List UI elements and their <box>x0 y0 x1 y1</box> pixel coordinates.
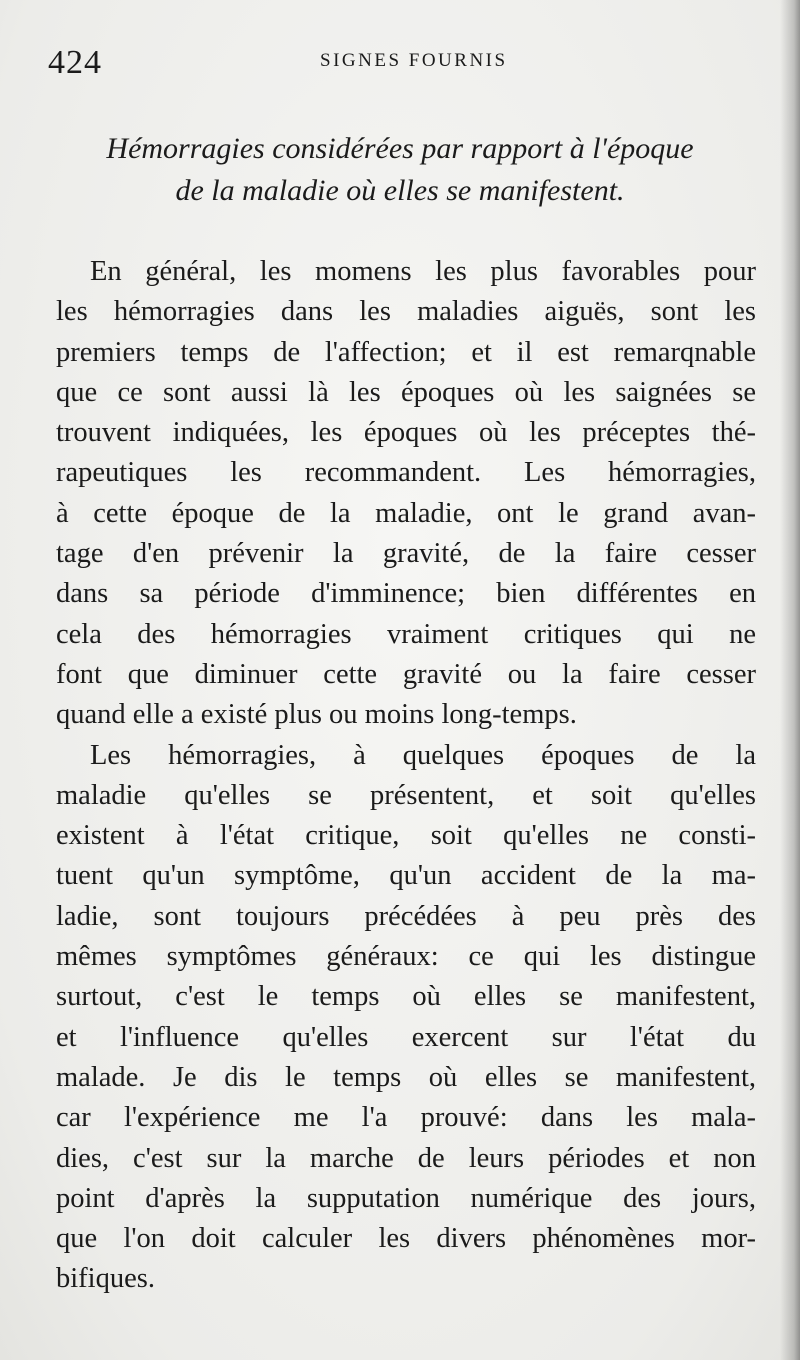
text-line: quand elle a existé plus ou moins long-temps. <box>56 699 577 731</box>
text-line: mêmes symptômes généraux: ce qui les distingue <box>56 941 756 973</box>
text-line: ladie, sont toujours précédées à peu près des <box>56 900 756 932</box>
text-line: que ce sont aussi là les époques où les saignées se <box>56 376 756 408</box>
text-line: font que diminuer cette gravité ou la faire cesser <box>56 658 756 690</box>
text-line: malade. Je dis le temps où elles se manifestent, <box>56 1061 756 1093</box>
text-line: surtout, c'est le temps où elles se manifestent, <box>56 981 756 1013</box>
page-number: 424 <box>48 44 102 81</box>
page-gutter-shadow <box>780 0 800 1360</box>
text-line: tuent qu'un symptôme, qu'un accident de la ma- <box>56 860 756 892</box>
page-header <box>40 42 760 86</box>
text-line: maladie qu'elles se présentent, et soit qu'elles <box>56 779 756 811</box>
text-line: existent à l'état critique, soit qu'elles ne consti- <box>56 820 756 852</box>
text-line: point d'après la supputation numérique des jours, <box>56 1182 756 1214</box>
running-head: SIGNES FOURNIS <box>320 50 508 71</box>
text-line: cela des hémorragies vraiment critiques qui ne <box>56 618 756 650</box>
text-line: bifiques. <box>56 1263 155 1295</box>
text-line: les hémorragies dans les maladies aiguës, sont les <box>56 296 756 328</box>
section-title-line: Hémorragies considérées par rapport à l'époque <box>106 132 694 165</box>
section-title-line: de la maladie où elles se manifestent. <box>175 174 625 207</box>
text-line: et l'influence qu'elles exercent sur l'état du <box>56 1021 756 1053</box>
body-text <box>56 252 756 1300</box>
text-line: dies, c'est sur la marche de leurs périodes et non <box>56 1142 756 1174</box>
text-line: que l'on doit calculer les divers phénomènes mor- <box>56 1223 756 1255</box>
section-title <box>40 128 760 212</box>
text-line: tage d'en prévenir la gravité, de la faire cesser <box>56 538 756 570</box>
text-line: Les hémorragies, à quelques époques de la <box>90 739 756 771</box>
text-line: car l'expérience me l'a prouvé: dans les mala- <box>56 1102 756 1134</box>
paragraph <box>56 252 756 736</box>
text-line: à cette époque de la maladie, ont le grand avan- <box>56 497 756 529</box>
text-line: trouvent indiquées, les époques où les préceptes thé- <box>56 417 756 449</box>
paragraph <box>56 736 756 1300</box>
text-line: dans sa période d'imminence; bien différentes en <box>56 578 756 610</box>
text-line: En général, les momens les plus favorables pour <box>90 256 756 287</box>
text-line: rapeutiques les recommandent. Les hémorragies, <box>56 457 756 489</box>
text-line: premiers temps de l'affection; et il est remarqnable <box>56 336 756 368</box>
